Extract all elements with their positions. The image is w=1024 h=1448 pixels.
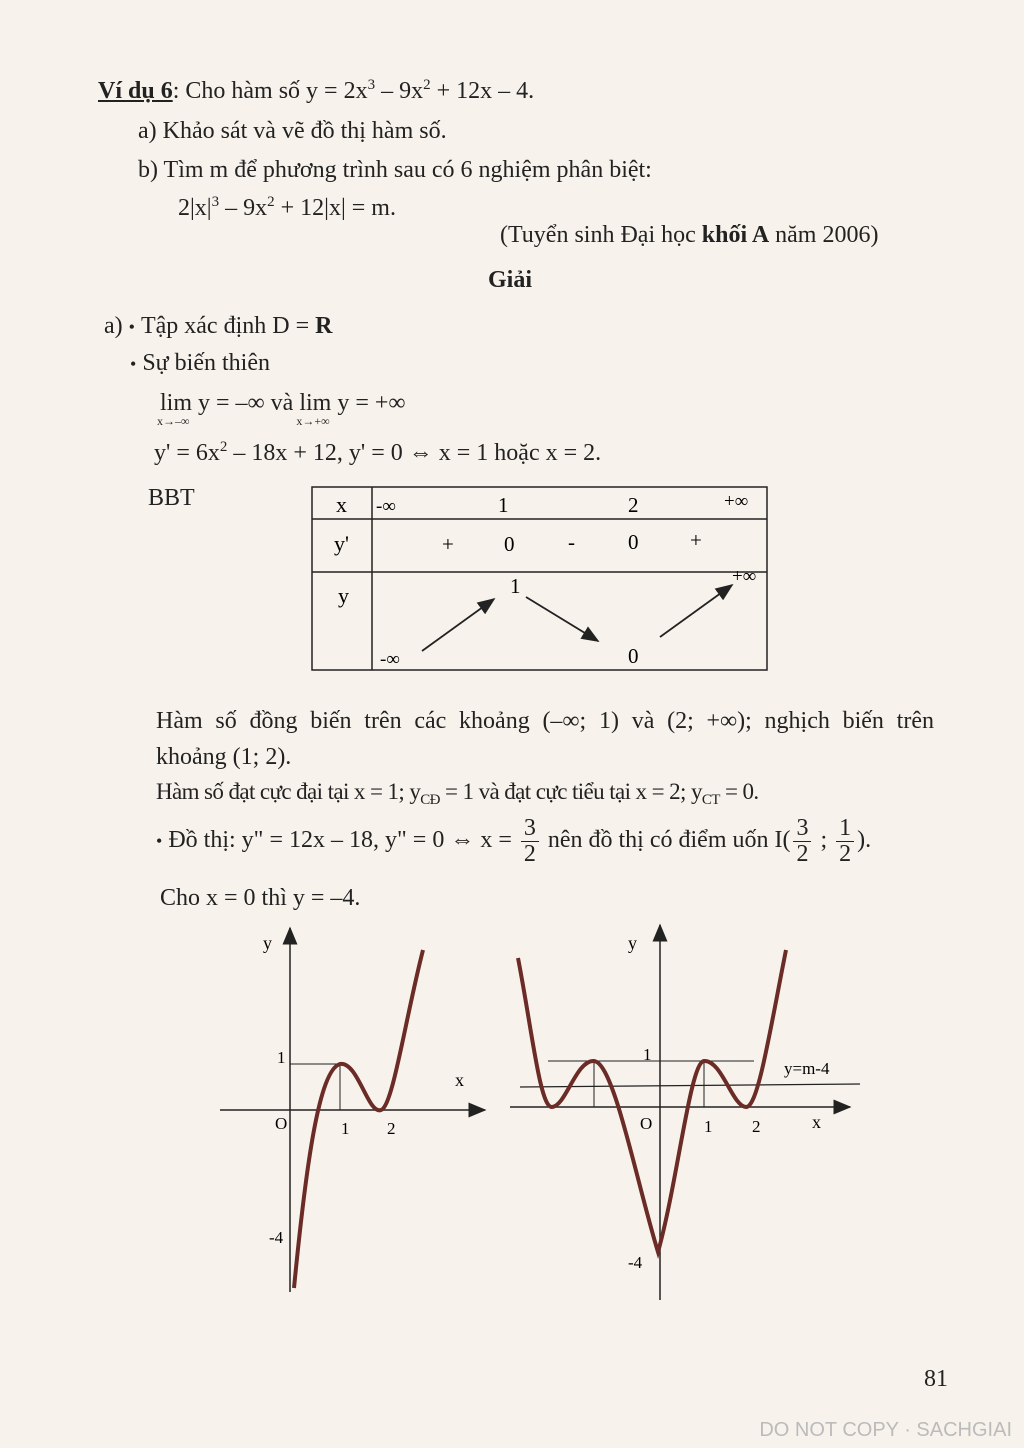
tick-label: 2 — [752, 1117, 761, 1136]
tick-label: -4 — [269, 1228, 284, 1247]
y-value: 0 — [628, 644, 639, 668]
sign-value: + — [690, 528, 702, 552]
extrema-text: = 0. — [719, 779, 759, 804]
graph-cubic — [215, 920, 495, 1300]
page-number: 81 — [924, 1366, 948, 1392]
tick-label: 2 — [387, 1119, 396, 1138]
source-note — [500, 222, 878, 249]
limit-text: y = –∞ và — [192, 390, 300, 416]
axis-label-y: y — [628, 933, 637, 953]
fraction — [793, 816, 811, 867]
row-label-y: y — [338, 583, 349, 608]
monotonic-line-2: khoảng (1; 2). — [156, 744, 292, 770]
limit-operator — [157, 390, 193, 428]
sign-value: 0 — [504, 532, 515, 556]
equation-term: – 9x — [219, 195, 268, 221]
tick-label: -4 — [628, 1253, 643, 1272]
origin-label: O — [275, 1114, 288, 1133]
row-label-yprime: y' — [334, 531, 349, 556]
example-intro: : Cho hàm số y = 2x — [172, 78, 368, 104]
equation-term: + 12|x| = m. — [274, 195, 396, 221]
exponent: 3 — [211, 194, 220, 210]
decrease-arrow — [526, 597, 598, 641]
part-b: b) Tìm m để phương trình sau có 6 nghiệm phân biệt: — [138, 157, 652, 183]
origin-label: O — [640, 1114, 653, 1133]
domain-set: R — [315, 313, 333, 339]
exponent: 2 — [423, 77, 431, 93]
fraction-numerator: 1 — [836, 816, 854, 842]
fraction-denominator: 2 — [796, 841, 809, 868]
extrema-text: Hàm số đạt cực đại tại x = 1; y — [156, 779, 421, 804]
x-value: +∞ — [724, 491, 749, 512]
variation-heading — [130, 350, 270, 377]
inflection-text: nên đồ thị có điểm uốn I( — [541, 827, 791, 854]
fraction-denominator: 2 — [523, 841, 536, 868]
monotonic-line: Hàm số đồng biến trên các khoảng (–∞; 1) và (2; +∞); nghịch biến trên — [156, 708, 934, 734]
derivative-text: y' = 6x — [154, 440, 220, 466]
tick-label: 1 — [704, 1117, 713, 1136]
axis-label-x: x — [455, 1070, 464, 1090]
exponent: 3 — [367, 77, 376, 93]
bullet-icon: • — [128, 317, 135, 337]
tick-label: 1 — [341, 1119, 350, 1138]
inflection-text: ). — [857, 827, 872, 854]
tick-label: 1 — [277, 1048, 286, 1067]
extrema-text: = 1 và đạt cực tiểu tại x = 2; y — [439, 779, 702, 804]
lim-word: lim — [299, 390, 332, 416]
inflection-text: Đồ thị: y" = 12x – 18, y" = 0 ⇔ x = — [168, 827, 518, 854]
fraction — [521, 816, 539, 867]
x-value: 1 — [498, 493, 509, 517]
derivative-text: – 18x + 12, y' = 0 ⇔ x = 1 hoặc x = 2. — [227, 440, 602, 466]
intercept-line: Cho x = 0 thì y = –4. — [160, 885, 361, 911]
source-bold: khối A — [701, 222, 770, 248]
example-term: – 9x — [375, 78, 424, 104]
part-a: a) Khảo sát và vẽ đồ thị hàm số. — [138, 118, 447, 144]
graph-absolute — [510, 920, 870, 1310]
subscript: CT — [701, 792, 720, 808]
increase-arrow — [422, 599, 494, 651]
lim-subscript: x→–∞ — [157, 414, 190, 428]
derivative-line — [154, 440, 601, 467]
lim-subscript: x→+∞ — [296, 414, 330, 428]
axis-label-y: y — [263, 933, 272, 953]
fraction — [836, 816, 854, 867]
y-value: +∞ — [732, 566, 757, 587]
lim-word: lim — [160, 390, 193, 416]
bullet-icon: • — [130, 354, 137, 374]
variation-table — [310, 485, 772, 675]
inflection-text: ; — [814, 827, 834, 854]
source-pre: (Tuyển sinh Đại học — [500, 222, 702, 248]
source-post: năm 2006) — [769, 222, 879, 248]
bullet-icon: • — [156, 831, 163, 852]
part-prefix: a) — [104, 313, 123, 339]
limit-text: y = +∞ — [331, 390, 406, 416]
example-label: Ví dụ 6 — [98, 78, 173, 104]
cubic-curve — [294, 950, 423, 1288]
y-value: -∞ — [380, 649, 400, 670]
increase-arrow — [660, 585, 732, 637]
line-label: y=m-4 — [784, 1059, 830, 1078]
example-term: + 12x – 4. — [430, 78, 535, 104]
sign-value: 0 — [628, 530, 639, 554]
x-value: -∞ — [376, 496, 396, 517]
extrema-line — [156, 779, 759, 808]
equation — [178, 195, 396, 222]
domain-line — [104, 313, 332, 340]
x-value: 2 — [628, 493, 639, 517]
tick-label: 1 — [643, 1045, 652, 1064]
domain-text: Tập xác định D = — [140, 313, 316, 339]
bbt-label: BBT — [148, 485, 195, 511]
inflection-line — [156, 816, 871, 867]
exponent: 2 — [267, 194, 275, 210]
equation-term: 2|x| — [178, 195, 212, 221]
fraction-numerator: 3 — [793, 816, 811, 842]
example-statement — [98, 78, 534, 105]
solution-title: Giải — [488, 267, 533, 293]
exponent: 2 — [219, 439, 228, 455]
fraction-denominator: 2 — [839, 841, 852, 868]
limits-line — [157, 390, 406, 428]
variation-text: Sự biến thiên — [142, 350, 270, 376]
subscript: CĐ — [420, 792, 440, 808]
row-label-x: x — [336, 492, 347, 517]
axis-label-x: x — [812, 1112, 821, 1132]
absolute-curve — [518, 950, 786, 1252]
y-value: 1 — [510, 574, 521, 598]
limit-operator — [296, 390, 332, 428]
fraction-numerator: 3 — [521, 816, 539, 842]
sign-value: - — [568, 530, 575, 554]
watermark: DO NOT COPY · SACHGIAI — [759, 1419, 1012, 1441]
sign-value: + — [442, 532, 454, 556]
